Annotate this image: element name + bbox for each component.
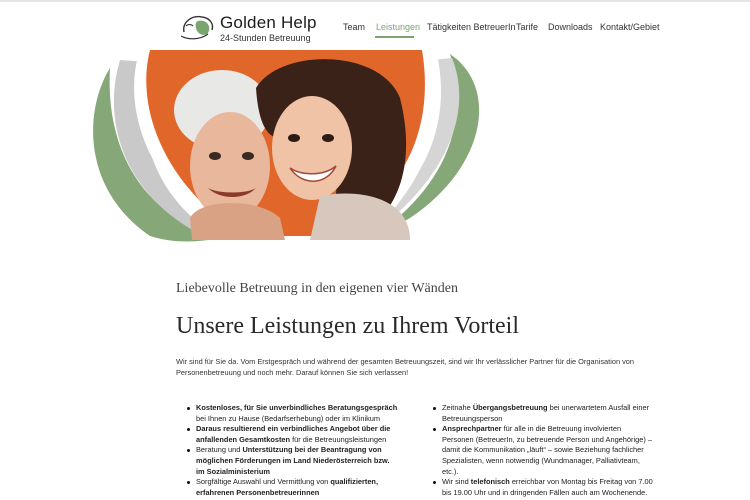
hero-image xyxy=(80,48,490,244)
list-item: Sorgfältige Auswahl und Vermittlung von qualifizierten, erfahrenen Personenbetreuerinnen xyxy=(185,477,400,498)
services-list-right xyxy=(431,403,653,498)
nav-item-team[interactable]: Team xyxy=(343,22,366,32)
brand-tagline: 24-Stunden Betreuung xyxy=(220,33,311,43)
intro-paragraph: Wir sind für Sie da. Vom Erstgespräch und während der gesamten Betreuungszeit, sind wir Ihr verlässlicher Partner für die Organisation von Personenbetreuung und noch mehr. Darauf können Sie sich verlassen! xyxy=(176,357,635,377)
brand-logo[interactable] xyxy=(178,10,317,44)
nav-item-taetigkeiten[interactable]: Tätigkeiten BetreuerIn xyxy=(427,22,516,32)
active-nav-indicator xyxy=(375,36,414,38)
list-item: Beratung und Unterstützung bei der Beantragung von möglichen Förderungen im Land Niederösterreich bzw. im Sozialministerium xyxy=(185,445,400,477)
services-list-left xyxy=(185,403,400,498)
nav-item-tarife[interactable]: Tarife xyxy=(516,22,539,32)
list-item: Wir sind telefonisch erreichbar von Montag bis Freitag von 7.00 bis 19.00 Uhr und in dringenden Fällen auch am Wochenende. xyxy=(431,477,653,498)
list-item: Kostenloses, für Sie unverbindliches Beratungsgespräch bei Ihnen zu Hause (Bedarfserhebung) oder im Klinikum xyxy=(185,403,400,424)
site-header xyxy=(0,2,750,48)
nav-item-downloads[interactable]: Downloads xyxy=(548,22,593,32)
nav-item-leistungen[interactable]: Leistungen xyxy=(376,22,421,32)
logo-mark-icon xyxy=(178,12,216,42)
page-subheading: Liebevolle Betreuung in den eigenen vier Wänden xyxy=(176,281,458,296)
list-item: Daraus resultierend ein verbindliches Angebot über die anfallenden Gesamtkosten für die Betreuungsleistungen xyxy=(185,424,400,445)
list-item: Ansprechpartner für alle in die Betreuung involvierten Personen (BetreuerIn, zu betreuende Person und Angehörige) – damit die Kommunikation „läuft“ – sowie Beziehung fachlicher Spezialisten, wenn notwendig (Wundmanager, Palliativteam, etc.). xyxy=(431,424,653,477)
list-item: Zeitnahe Übergangsbetreuung bei unerwartetem Ausfall einer Betreuungsperson xyxy=(431,403,653,424)
page-title: Unsere Leistungen zu Ihrem Vorteil xyxy=(176,313,520,339)
brand-name: Golden Help xyxy=(220,13,317,32)
nav-item-kontakt[interactable]: Kontakt/Gebiet xyxy=(600,22,660,32)
